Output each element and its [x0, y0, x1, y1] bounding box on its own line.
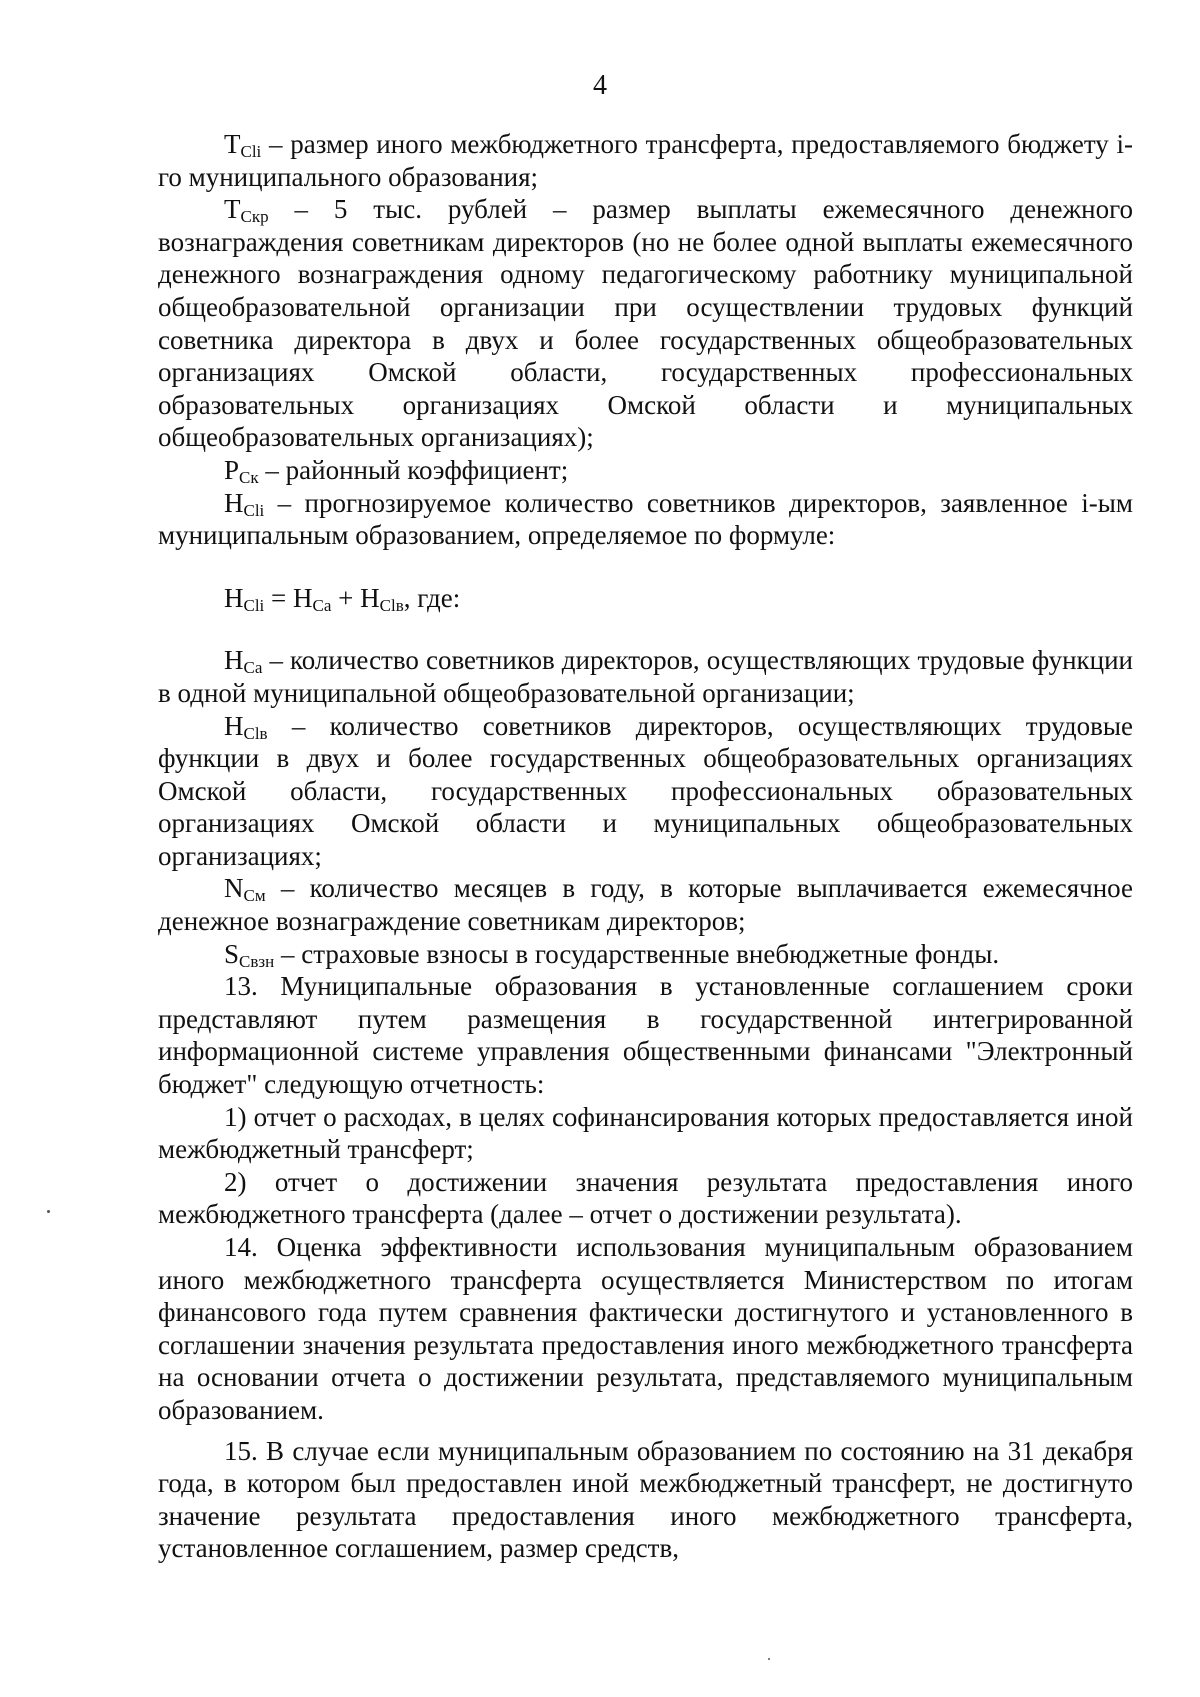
page-number: 4 — [593, 70, 607, 101]
definition-tskr: $T_{Скр} - 5$ тыс. рублей – размер выплаты ежемесячного денежного вознаграждения советникам директоров (но не более одной выплаты ежемесячного денежного вознаграждения одному педагогическому работнику муниципальной общеобразовательной организации при осуществлении трудовых функций советника директора в двух и более государственных общеобразовательных организациях Омской области, государственных профессиональных образовательных организациях Омской области и муниципальных общеобразовательных организациях); — [158, 194, 1133, 453]
definition-hclv: $Н_{Clв}$ – количество советников директоров, осуществляющих трудовые функции в двух и более государственных общеобразовательных организациях Омской области, государственных профессиональных образовательных организациях Омской области и муниципальных общеобразовательных организациях; — [158, 710, 1133, 871]
paragraph-15: 15. В случае если муниципальным образованием по состоянию на 31 декабря года, в котором был предоставлен иной межбюджетный трансферт, не достигнуто значение результата предоставления иного межбюджетного трансферта, установленное соглашением, размер средств, — [158, 1435, 1133, 1564]
document-body — [158, 128, 1133, 1565]
definition-rsk: $Р_{Ск}$ – районный коэффициент; — [224, 454, 569, 487]
scan-speck — [768, 1658, 770, 1660]
definition-nsm: $N_{См}$ – количество месяцев в году, в которые выплачивается ежемесячное денежное вознаграждение советникам директоров; — [158, 873, 1133, 937]
paragraph-14: 14. Оценка эффективности использования муниципальным образованием иного межбюджетного трансферта осуществляется Министерством по итогам финансового года путем сравнения фактически достигнутого и установленного в соглашении значения результата предоставления иного межбюджетного трансферта на основании отчета о достижении результата, представляемого муниципальным образованием. — [158, 1232, 1133, 1425]
paragraph-13-item-2: 2) отчет о достижении значения результата предоставления иного межбюджетного трансферта (далее – отчет о достижении результата). — [158, 1166, 1133, 1230]
definition-svzn: $S_{Свзн}$ – страховые взносы в государственные внебюджетные фонды. — [224, 938, 1000, 971]
scan-speck — [47, 1210, 50, 1213]
definition-tcli: $T_{Cli}$ – размер иного межбюджетного трансферта, предоставляемого бюджету i-го муниципального образования; — [158, 129, 1133, 192]
definition-hcli: $Н_{Cli}$ – прогнозируемое количество советников директоров, заявленное i-ым муниципальным образованием, определяемое по формуле: — [158, 487, 1133, 551]
definition-hca: $Н_{Са}$ – количество советников директоров, осуществляющих трудовые функции в одной муниципальной общеобразовательной организации; — [158, 645, 1133, 708]
paragraph-13: 13. Муниципальные образования в установленные соглашением сроки представляют путем размещения в государственной интегрированной информационной системе управления общественными финансами "Электронный бюджет" следующую отчетность: — [158, 971, 1133, 1100]
paragraph-13-item-1: 1) отчет о расходах, в целях софинансирования которых предоставляется иной межбюджетный трансферт; — [158, 1101, 1133, 1165]
formula: $Н_{Cli} = Н_{Ca} + Н_{Clв}$, где: — [224, 582, 461, 615]
